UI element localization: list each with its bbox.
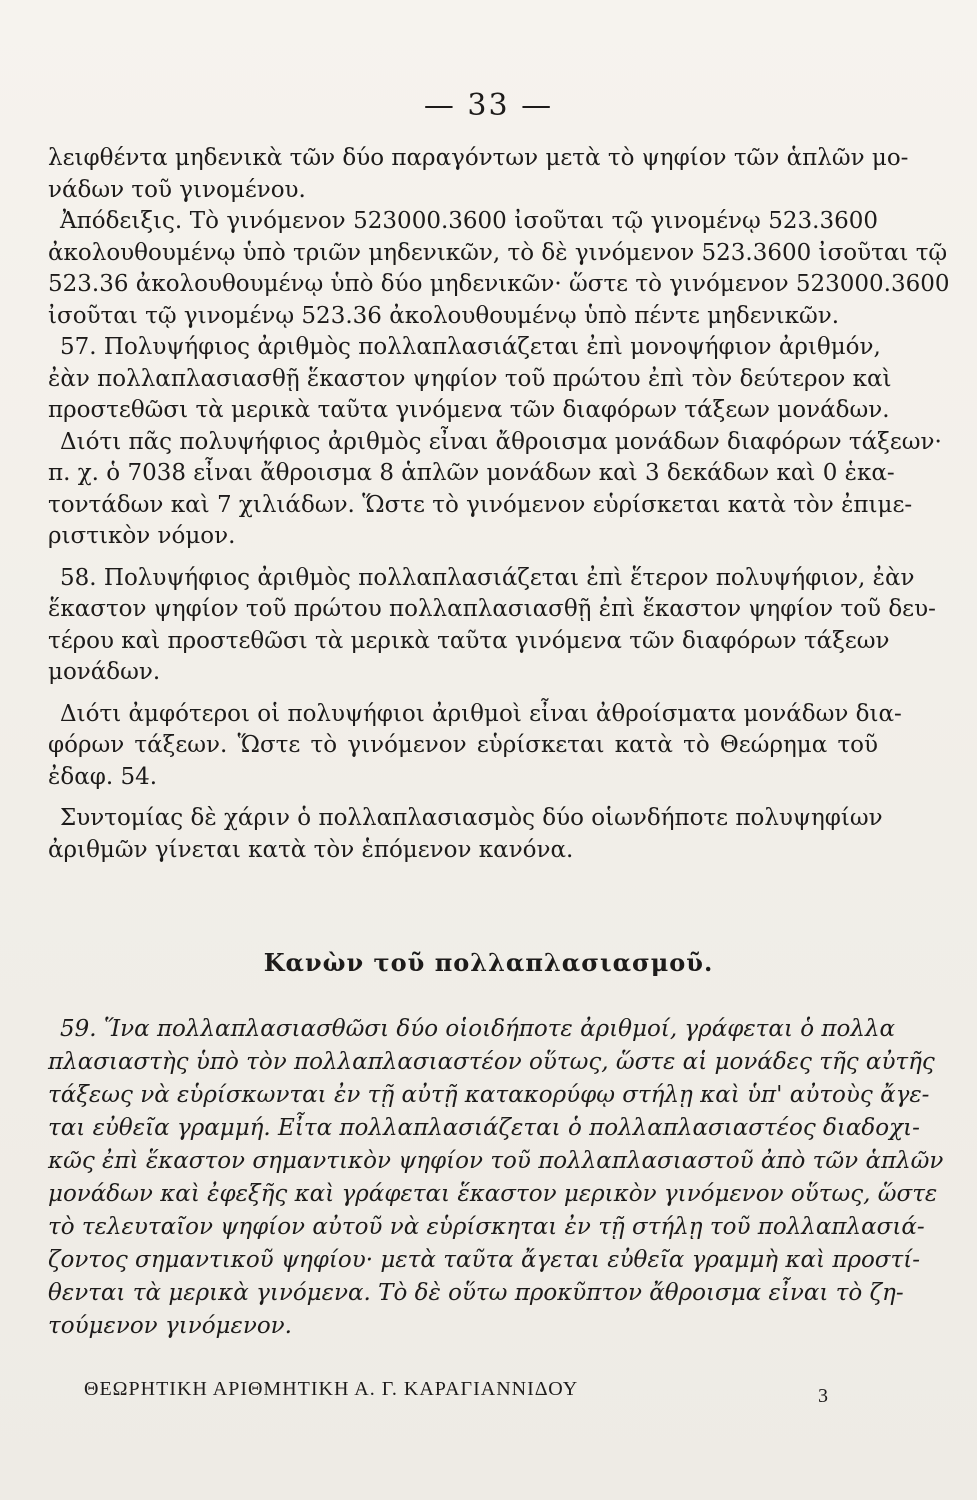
text-line: ριστικὸν νόμον. (48, 523, 236, 549)
text-line: πλασιαστὴς ὑπὸ τὸν πολλαπλασιαστέον οὕτως, ὥστε αἱ μονάδες τῆς αὐτῆς (48, 1049, 935, 1075)
text-line: θενται τὰ μερικὰ γινόμενα. Τὸ δὲ οὕτω προκῦπτον ἄθροισμα εἶναι τὸ ζη- (48, 1280, 904, 1306)
text-line: τὸ τελευταῖον ψηφίον αὐτοῦ νὰ εὑρίσκηται ἐν τῇ στήλῃ τοῦ πολλαπλασιά- (48, 1214, 925, 1240)
text-line: Συντομίας δὲ χάριν ὁ πολλαπλασιασμὸς δύο οἱωνδήποτε πολυψηφίων (60, 805, 883, 831)
text-line: ἰσοῦται τῷ γινομένῳ 523.36 ἀκολουθουμένῳ ὑπὸ πέντε μηδενικῶν. (48, 302, 840, 329)
text-line: ἐὰν πολλαπλασιασθῇ ἕκαστον ψηφίον τοῦ πρώτου ἐπὶ τὸν δεύτερον καὶ (48, 365, 892, 392)
text-line: φόρων τάξεων. Ὥστε τὸ γινόμενον εὑρίσκεται κατὰ τὸ Θεώρημα τοῦ (48, 732, 878, 758)
text-line: Ἀπόδειξις. Τὸ γινόμενον 523000.3600 ἰσοῦται τῷ γινομένῳ 523.3600 (60, 208, 878, 234)
text-line: μονάδων. (48, 659, 161, 685)
text-line: ται εὐθεῖα γραμμή. Εἶτα πολλαπλασιάζεται ὁ πολλαπλασιαστέος διαδοχι- (48, 1115, 920, 1141)
text-line: 59. Ἵνα πολλαπλασιασθῶσι δύο οἱοιδήποτε ἀριθμοί, γράφεται ὁ πολλα (60, 1016, 896, 1042)
text-line: 58. Πολυψήφιος ἀριθμὸς πολλαπλασιάζεται ἐπὶ ἕτερον πολυψήφιον, ἐὰν (60, 564, 915, 591)
text-line: 57. Πολυψήφιος ἀριθμὸς πολλαπλασιάζεται ἐπὶ μονοψήφιον ἀριθμόν, (60, 334, 881, 360)
text-line: Διότι πᾶς πολυψήφιος ἀριθμὸς εἶναι ἄθροισμα μονάδων διαφόρων τάξεων· (60, 428, 942, 455)
text-line: προστεθῶσι τὰ μερικὰ ταῦτα γινόμενα τῶν διαφόρων τάξεων μονάδων. (48, 397, 890, 423)
text-line: ἕκαστον ψηφίον τοῦ πρώτου πολλαπλασιασθῇ ἐπὶ ἕκαστον ψηφίον τοῦ δευ- (48, 596, 936, 622)
text-line: Διότι ἀμφότεροι οἱ πολυψήφιοι ἀριθμοὶ εἶναι ἀθροίσματα μονάδων δια- (60, 700, 902, 727)
signature-mark: 3 (818, 1385, 828, 1407)
page-number: — 33 — (423, 88, 554, 123)
body-text-top (48, 143, 950, 866)
text-line: ἀριθμῶν γίνεται κατὰ τὸν ἑπόμενον κανόνα. (48, 836, 574, 863)
text-line: κῶς ἐπὶ ἕκαστον σημαντικὸν ψηφίον τοῦ πολλαπλασιαστοῦ ἀπὸ τῶν ἁπλῶν (48, 1148, 944, 1174)
text-line: ἐδαφ. 54. (48, 763, 158, 790)
text-line: τούμενον γινόμενον. (48, 1313, 292, 1339)
text-line: 523.36 ἀκολουθουμένῳ ὑπὸ δύο μηδενικῶν· ὥστε τὸ γινόμενον 523000.3600 (48, 271, 950, 297)
section-heading: Κανὼν τοῦ πολλαπλασιασμοῦ. (263, 948, 714, 977)
text-line: μονάδων καὶ ἐφεξῆς καὶ γράφεται ἕκαστον μερικὸν γινόμενον οὕτως, ὥστε (48, 1181, 938, 1207)
text-line: ζοντος σημαντικοῦ ψηφίου· μετὰ ταῦτα ἄγεται εὐθεῖα γραμμὴ καὶ προστί- (48, 1247, 921, 1273)
text-line: π. χ. ὁ 7038 εἶναι ἄθροισμα 8 ἁπλῶν μονάδων καὶ 3 δεκάδων καὶ 0 ἑκα- (48, 460, 895, 486)
body-text-bottom (48, 1013, 944, 1343)
text-line: νάδων τοῦ γινομένου. (48, 176, 306, 203)
text-line: τέρου καὶ προστεθῶσι τὰ μερικὰ ταῦτα γινόμενα τῶν διαφόρων τάξεων (48, 627, 890, 654)
text-line: ἀκολουθουμένῳ ὑπὸ τριῶν μηδενικῶν, τὸ δὲ γινόμενον 523.3600 ἰσοῦται τῷ (48, 239, 948, 266)
text-line: λειφθέντα μηδενικὰ τῶν δύο παραγόντων μετὰ τὸ ψηφίον τῶν ἁπλῶν μο- (48, 145, 909, 171)
text-line: τοντάδων καὶ 7 χιλιάδων. Ὥστε τὸ γινόμενον εὑρίσκεται κατὰ τὸν ἐπιμε- (48, 491, 913, 518)
footer-book-title: ΘΕΩΡΗΤΙΚΗ ΑΡΙΘΜΗΤΙΚΗ Α. Γ. ΚΑΡΑΓΙΑΝΝΙΔΟΥ (84, 1378, 579, 1400)
text-line: τάξεως νὰ εὑρίσκωνται ἐν τῇ αὐτῇ κατακορύφῳ στήλῃ καὶ ὑπ' αὐτοὺς ἄγε- (48, 1082, 930, 1108)
